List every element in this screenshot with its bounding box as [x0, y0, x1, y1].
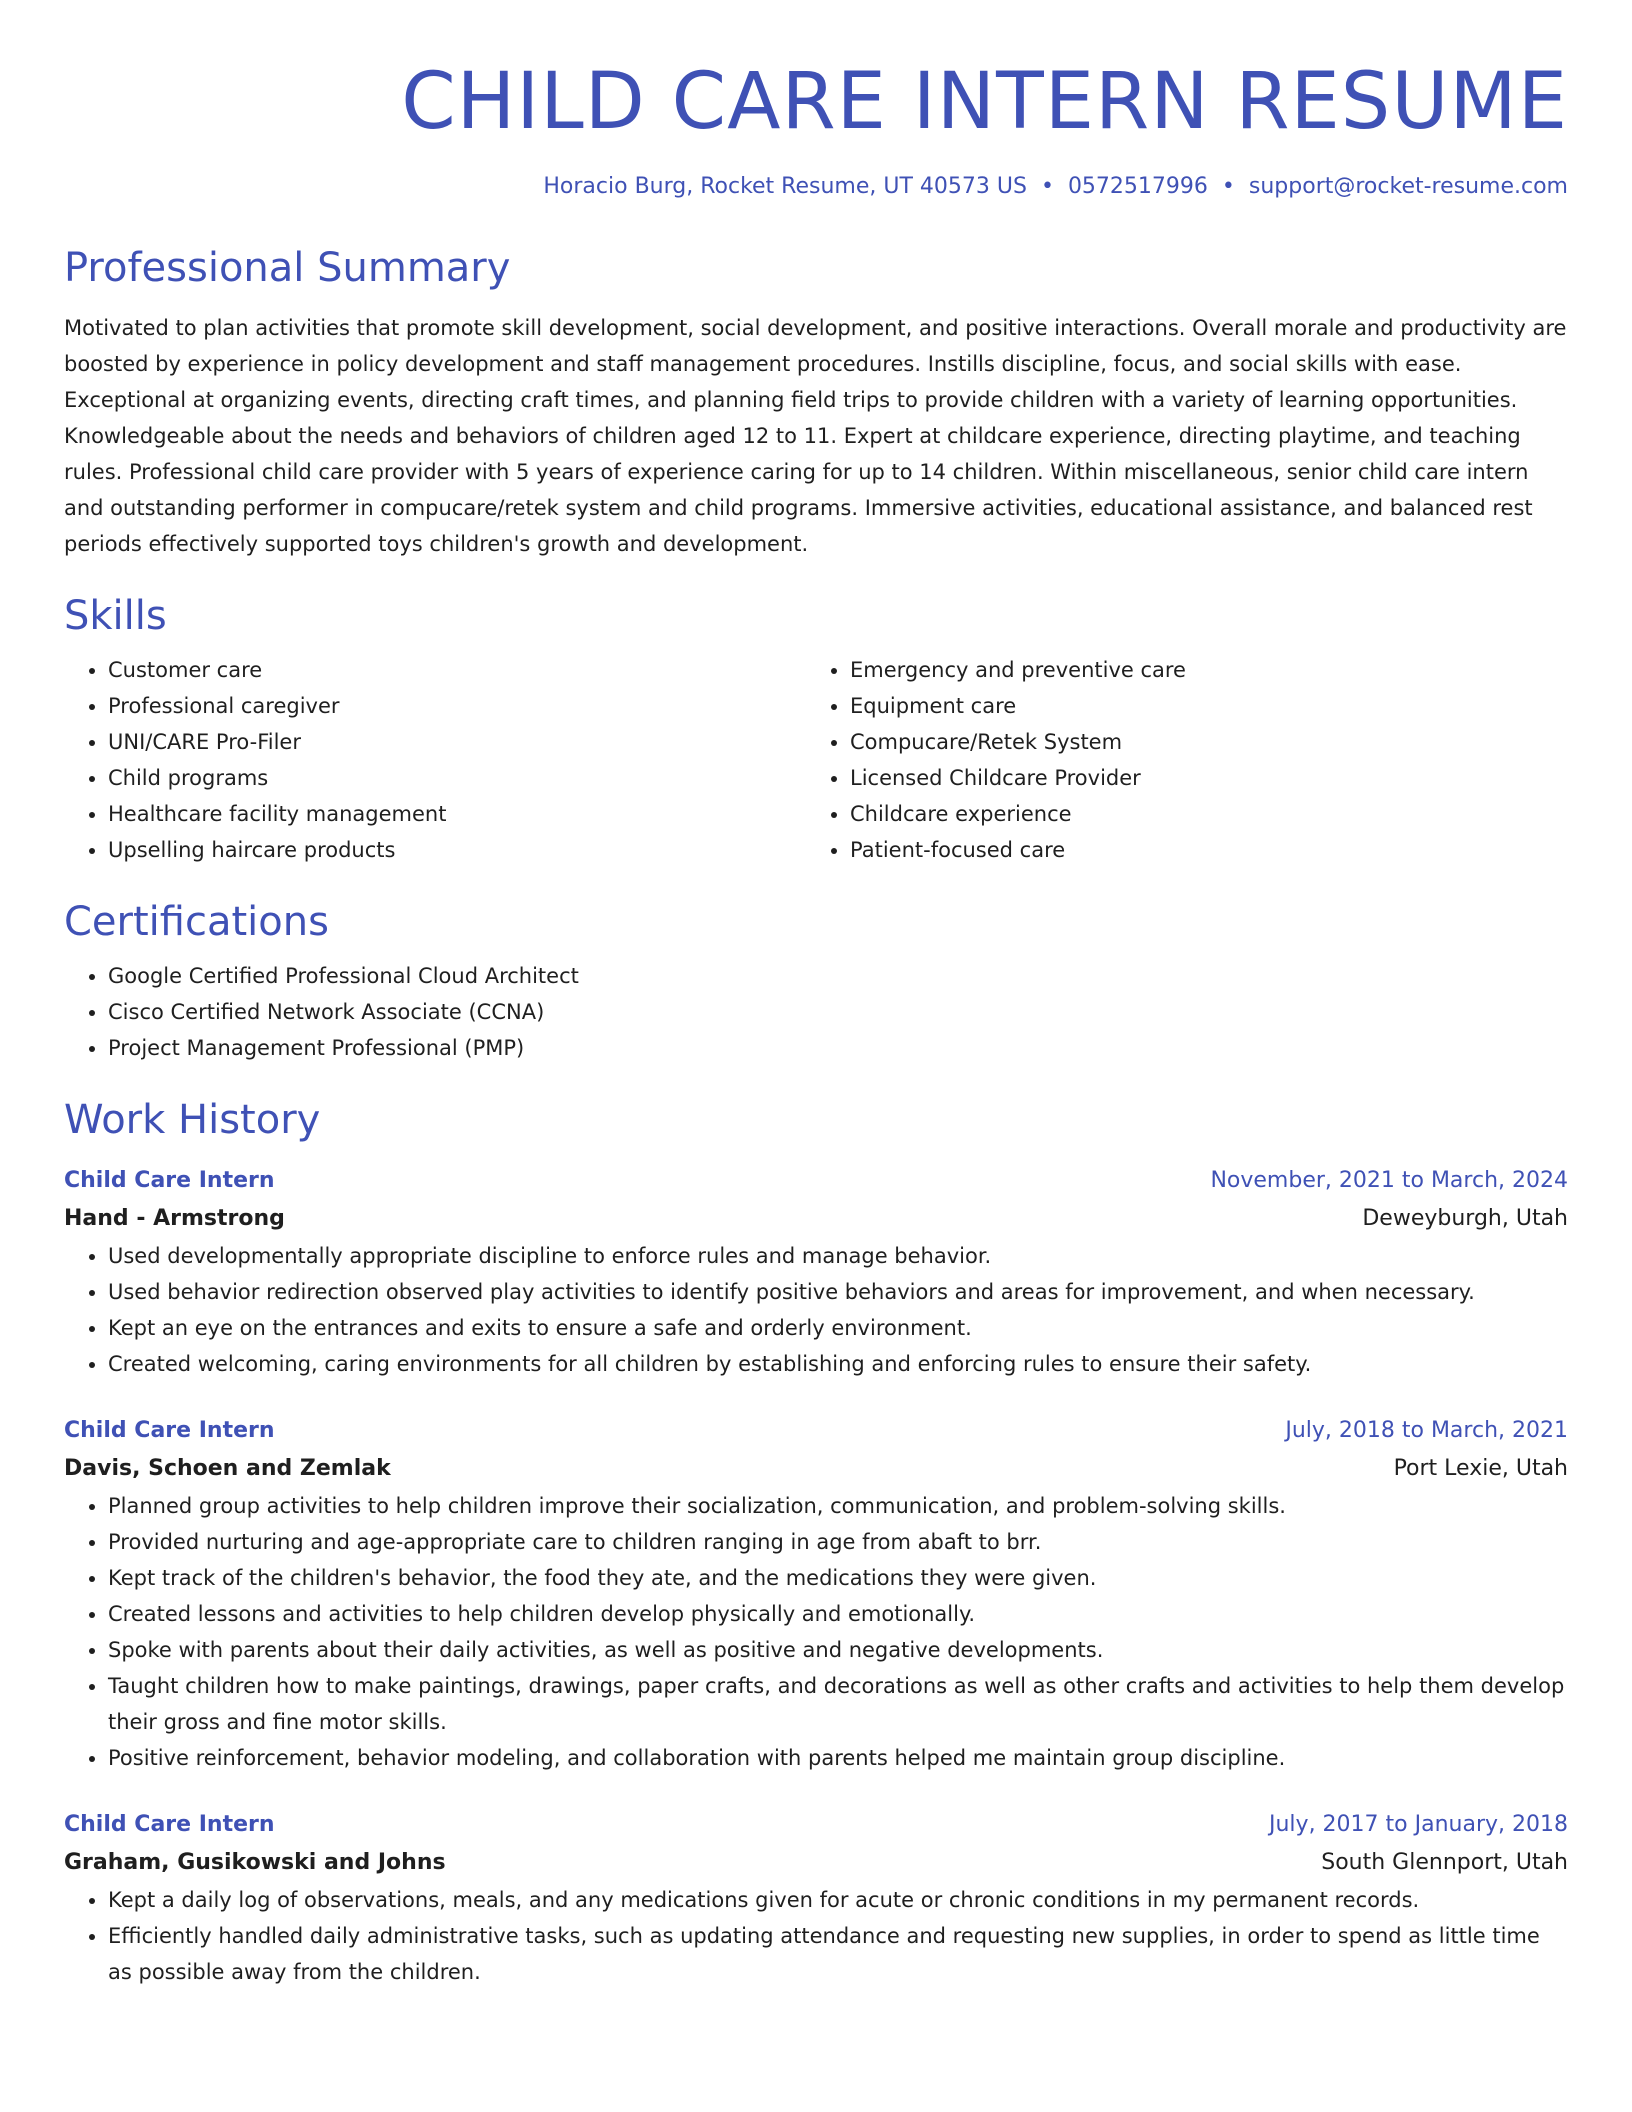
skills-column-left [64, 652, 806, 868]
job-company-row [64, 1200, 1568, 1238]
contact-separator: • [1221, 174, 1235, 199]
summary-section [64, 244, 1568, 562]
contact-phone: 0572517996 [1067, 174, 1208, 199]
job-duty: • Used behavior redirection observed play activities to identify positive behaviors and areas for improvement, and when necessary. [108, 1274, 1568, 1310]
contact-address: Horacio Burg, Rocket Resume, UT 40573 US [543, 174, 1027, 199]
job-duties-list [64, 1882, 1568, 1990]
skill-item: • Equipment care [850, 688, 1548, 724]
skill-item: • Child programs [108, 760, 806, 796]
skills-grid [64, 652, 1568, 868]
skill-item: • Childcare experience [850, 796, 1548, 832]
skills-section [64, 592, 1568, 868]
summary-heading: Professional Summary [64, 245, 511, 291]
skill-item: • UNI/CARE Pro-Filer [108, 724, 806, 760]
job-duty: • Spoke with parents about their daily activities, as well as positive and negative developments. [108, 1632, 1568, 1668]
contact-separator: • [1040, 174, 1054, 199]
skills-column-right [806, 652, 1548, 868]
certification-item: • Cisco Certified Network Associate (CCNA) [108, 994, 1568, 1030]
skill-item: • Upselling haircare products [108, 832, 806, 868]
job-duty: • Kept an eye on the entrances and exits to ensure a safe and orderly environment. [108, 1310, 1568, 1346]
skill-item: • Emergency and preventive care [850, 652, 1548, 688]
certifications-section [64, 898, 1568, 1066]
job-title-row [64, 1162, 1568, 1200]
contact-line [64, 172, 1568, 202]
resume-title: CHILD CARE INTERN RESUME [401, 57, 1568, 147]
job-company: Davis, Schoen and Zemlak [64, 1456, 391, 1481]
skills-list-left [64, 652, 806, 868]
contact-email: support@rocket-resume.com [1248, 174, 1568, 199]
job-duties-list [64, 1238, 1568, 1382]
skill-item: • Healthcare facility management [108, 796, 806, 832]
work-history-heading: Work History [64, 1097, 321, 1143]
job-duty: • Efficiently handled daily administrative tasks, such as updating attendance and requesting new supplies, in order to spend as little time as possible away from the children. [108, 1918, 1568, 1990]
job-location: South Glennport, Utah [1321, 1850, 1568, 1875]
job-duty: • Created welcoming, caring environments for all children by establishing and enforcing rules to ensure their safety. [108, 1346, 1568, 1382]
job-entry [64, 1412, 1568, 1776]
skill-item: • Licensed Childcare Provider [850, 760, 1548, 796]
certification-item: • Project Management Professional (PMP) [108, 1030, 1568, 1066]
job-duty: • Used developmentally appropriate discipline to enforce rules and manage behavior. [108, 1238, 1568, 1274]
job-title: Child Care Intern [64, 1418, 275, 1443]
work-history-section [64, 1096, 1568, 1990]
skill-item: • Compucare/Retek System [850, 724, 1548, 760]
job-duty: • Created lessons and activities to help children develop physically and emotionally. [108, 1596, 1568, 1632]
job-entry [64, 1806, 1568, 1990]
skills-heading: Skills [64, 593, 167, 639]
job-dates: July, 2017 to January, 2018 [1269, 1812, 1568, 1837]
job-location: Deweyburgh, Utah [1362, 1206, 1568, 1231]
job-duty: • Kept track of the children's behavior, the food they ate, and the medications they were given. [108, 1560, 1568, 1596]
job-title: Child Care Intern [64, 1168, 275, 1193]
job-duty: • Kept a daily log of observations, meals, and any medications given for acute or chronic conditions in my permanent records. [108, 1882, 1568, 1918]
skill-item: • Patient-focused care [850, 832, 1548, 868]
summary-text: Motivated to plan activities that promote skill development, social development, and positive interactions. Overall morale and productivity are boosted by experience in policy development and staff management procedures. Instills discipline, focus, and social skills with ease. Exceptional at organizing events, directing craft times, and planning field trips to provide children with a variety of learning opportunities. Knowledgeable about the needs and behaviors of children aged 12 to 11. Expert at childcare experience, directing playtime, and teaching rules. Professional child care provider with 5 years of experience caring for up to 14 children. Within miscellaneous, senior child care intern and outstanding performer in compucare/retek system and child programs. Immersive activities, educational assistance, and balanced rest periods effectively supported toys children's growth and development. [64, 316, 1567, 556]
job-company: Graham, Gusikowski and Johns [64, 1850, 446, 1875]
job-duty: • Taught children how to make paintings, drawings, paper crafts, and decorations as well as other crafts and activities to help them develop their gross and fine motor skills. [108, 1668, 1568, 1740]
certification-item: • Google Certified Professional Cloud Architect [108, 958, 1568, 994]
job-location: Port Lexie, Utah [1393, 1456, 1568, 1481]
job-duty: • Provided nurturing and age-appropriate care to children ranging in age from abaft to brr. [108, 1524, 1568, 1560]
certifications-heading: Certifications [64, 899, 329, 945]
job-dates: July, 2018 to March, 2021 [1285, 1418, 1568, 1443]
job-title-row [64, 1806, 1568, 1844]
job-title-row [64, 1412, 1568, 1450]
job-duty: • Planned group activities to help children improve their socialization, communication, and problem-solving skills. [108, 1488, 1568, 1524]
job-company-row [64, 1450, 1568, 1488]
job-entry [64, 1162, 1568, 1382]
job-title: Child Care Intern [64, 1812, 275, 1837]
job-company: Hand - Armstrong [64, 1206, 285, 1231]
job-duty: • Positive reinforcement, behavior modeling, and collaboration with parents helped me maintain group discipline. [108, 1740, 1568, 1776]
job-duties-list [64, 1488, 1568, 1776]
skill-item: • Professional caregiver [108, 688, 806, 724]
skills-list-right [806, 652, 1548, 868]
certifications-list [64, 958, 1568, 1066]
skill-item: • Customer care [108, 652, 806, 688]
job-company-row [64, 1844, 1568, 1882]
job-dates: November, 2021 to March, 2024 [1210, 1168, 1568, 1193]
